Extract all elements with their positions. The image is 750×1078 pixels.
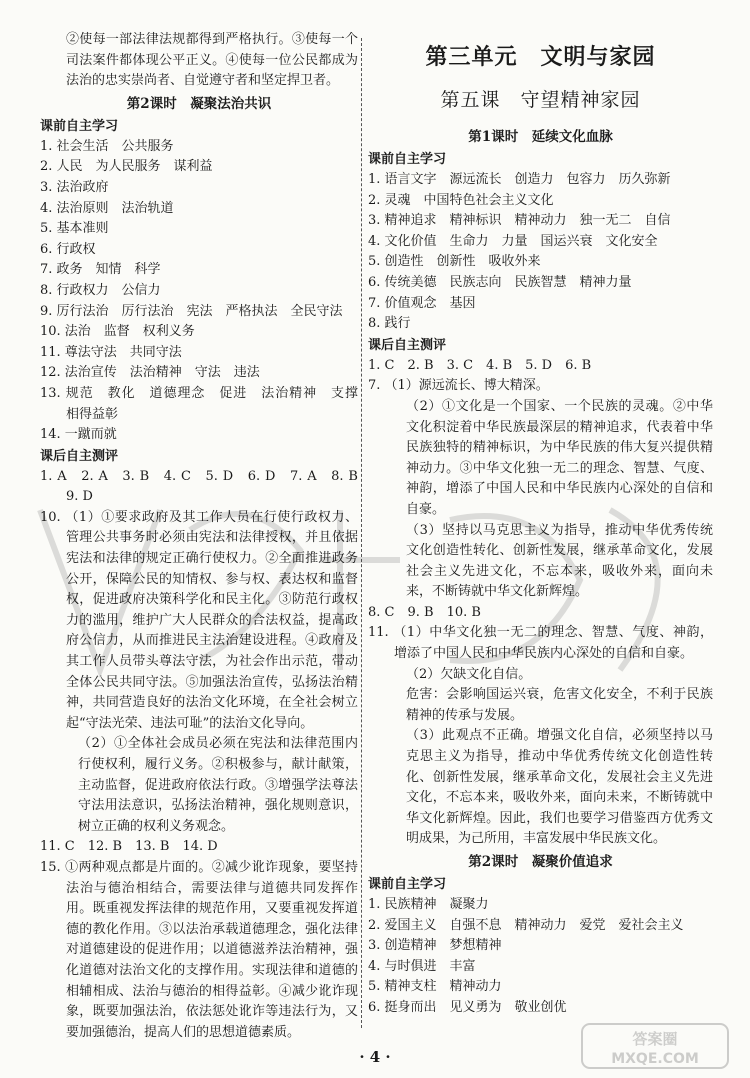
list-item: 7. 价值观念 基因 <box>368 295 476 311</box>
list-item: 4. 法治原则 法治轨道 <box>40 200 174 216</box>
right-mc-answers: 1. C 2. B 3. C 4. B 5. D 6. B <box>368 357 592 373</box>
left-pre-study-title: 课前自主学习 <box>40 118 119 134</box>
list-item: 14. 一蹴而就 <box>40 427 117 443</box>
left-q10-part2: （2）①全体社会成员必须在宪法和法律范围内行使权利，履行义务。②积极参与，献计献策，主动监督，促进政府依法行政。③增强学法尊法守法用法意识，弘扬法治精神，强化规则意识，树立正确的权利义务观念。 <box>78 736 358 834</box>
right-q7-part3: （3）坚持以马克思主义为指导，推动中华优秀传统文化创造性转化、创新性发展，继承革命文化，发展社会主义先进文化，不忘本来，吸收外来，面向未来，不断铸就中华文化新辉煌。 <box>406 522 713 600</box>
left-pre-study-list <box>40 137 372 446</box>
list-item: 13. 规范 教化 道德理念 促进 法治精神 支撑 相得益彰 <box>40 385 372 422</box>
list-item: 8. 践行 <box>368 316 411 332</box>
list-item: 9. 厉行法治 厉行法治 宪法 严格执法 全民守法 <box>40 303 343 319</box>
list-item: 2. 人民 为人民服务 谋利益 <box>40 159 213 175</box>
left-intro-paragraph: ②使每一部法律法规都得到严格执行。③使每一个司法案件都体现公平正义。④使每一位公民都成为法治的忠实崇尚者、自觉遵守者和坚定捍卫者。 <box>66 32 358 89</box>
left-q11-answers: 11. C 12. B 13. B 14. D <box>40 839 218 855</box>
right-q8-answers: 8. C 9. B 10. B <box>368 604 481 620</box>
right-column <box>368 30 713 1019</box>
right-q7-part1: 7. （1）源远流长、博大精深。 <box>368 378 549 394</box>
list-item: 8. 行政权力 公信力 <box>40 282 161 298</box>
unit-title: 第三单元 文明与家园 <box>425 45 656 70</box>
list-item: 6. 行政权 <box>40 241 96 257</box>
right-pre-study2-title: 课前自主学习 <box>368 877 447 892</box>
list-item: 12. 法治宣传 法治精神 守法 违法 <box>40 365 260 381</box>
list-item: 10. 法治 监督 权利义务 <box>40 324 195 340</box>
right-pre-study-title: 课前自主学习 <box>368 152 447 167</box>
list-item: 2. 灵魂 中国特色社会主义文化 <box>368 192 554 208</box>
list-item: 5. 基本准则 <box>40 221 109 237</box>
lesson-title: 第五课 守望精神家园 <box>440 89 641 111</box>
period2-title: 第2课时 凝聚价值追求 <box>468 854 613 870</box>
list-item: 3. 精神追求 精神标识 精神动力 独一无二 自信 <box>368 213 671 229</box>
right-q11-harm: 危害：会影响国运兴衰，危害文化安全，不利于民族精神的传承与发展。 <box>406 687 713 723</box>
list-item: 1. 社会生活 公共服务 <box>40 138 174 154</box>
list-item: 11. 尊法守法 共同守法 <box>40 344 182 360</box>
list-item: 5. 创造性 创新性 吸收外来 <box>368 254 541 270</box>
page-number: · 4 · <box>359 1048 391 1066</box>
list-item: 1. 民族精神 凝聚力 <box>368 897 489 912</box>
list-item: 1. 语言文字 源远流长 创造力 包容力 历久弥新 <box>368 172 671 187</box>
list-item: 4. 文化价值 生命力 力量 国运兴衰 文化安全 <box>368 233 658 249</box>
list-item: 6. 传统美德 民族志向 民族智慧 精神力量 <box>368 274 632 290</box>
watermark-text: MXQE.COM <box>611 1051 699 1067</box>
period1-title: 第1课时 延续文化血脉 <box>468 129 613 145</box>
left-q15-answer: 15. ①两种观点都是片面的。②减少讹诈现象，要坚持法治与德治相结合，需要法律与道德共同发挥作用。既重视发挥法律的规范作用，又要重视发挥道德的教化作用。③以法治承载道德理念，强化法律对道德建设的促进作用；以道德滋养法治精神，强化道德对法治文化的支撑作用。实现法律和道德的相辅相成、法治与德治的相得益彰。④减少讹诈现象，既要加强法治，依法惩处讹诈等违法行为，又要加强德治，提高人们的思想道德素质。 <box>40 859 358 1040</box>
right-q11-part1: 11. （1）中华文化独一无二的理念、智慧、气度、神韵，增添了中国人民和中华民族内心深处的自信和自豪。 <box>368 625 713 662</box>
list-item: 5. 精神支柱 精神动力 <box>368 979 502 995</box>
right-q7-part2: （2）①文化是一个国家、一个民族的灵魂。②中华文化积淀着中华民族最深层的精神追求，代表着中华民族独特的精神标识，为中华民族的伟大复兴提供精神动力。③中华文化独一无二的理念、智慧、气度、神韵，增添了中国人民和中华民族内心深处的自信和自豪。 <box>406 398 713 517</box>
site-logo-watermark-icon <box>580 1022 730 1070</box>
left-lesson-title: 第2课时 凝聚法治共识 <box>126 95 272 112</box>
list-item: 3. 创造精神 梦想精神 <box>368 938 502 954</box>
left-post-test-title: 课后自主测评 <box>40 448 119 464</box>
right-pre-study-list <box>368 170 713 335</box>
right-q11-part3: （3）此观点不正确。增强文化自信，必须坚持以马克思主义为指导，推动中华优秀传统文化创造性转化、创新性发展，继承革命文化，发展社会主义先进文化，不忘本来，吸收外来，面向未来，不断铸就中华文化新辉煌。因此，我们也要学习借鉴西方优秀文明成果，为己所用，丰富发展中华民族文化。 <box>406 728 713 847</box>
watermark-cn-text: 答案圈 <box>632 1030 678 1048</box>
list-item: 7. 政务 知情 科学 <box>40 262 161 278</box>
list-item: 3. 法治政府 <box>40 179 109 195</box>
left-column <box>40 30 372 1043</box>
left-mc-answers: 1. A 2. A 3. B 4. C 5. D 6. D 7. A 8. B 9. D <box>40 468 372 505</box>
right-q11-part2: （2）欠缺文化自信。 <box>406 666 532 682</box>
list-item: 6. 挺身而出 见义勇为 敬业创优 <box>368 999 567 1015</box>
list-item: 2. 爱国主义 自强不息 精神动力 爱党 爱社会主义 <box>368 917 684 933</box>
right-pre-study2-list <box>368 895 713 1019</box>
column-divider <box>361 38 362 1028</box>
right-post-test-title: 课后自主测评 <box>368 337 447 353</box>
list-item: 4. 与时俱进 丰富 <box>368 958 476 974</box>
left-q10-part1: 10. （1）①要求政府及其工作人员在行使行政权力、管理公共事务时必须由宪法和法律授权，并且依据宪法和法律的规定正确行使权力。②全面推进政务公开，保障公民的知情权、参与权、表达权和监督权，促进政府决策科学化和民主化。③防范行政权力的滥用，维护广大人民群众的合法权益，提高政府公信力，从而推进民主法治建设进程。④政府及其工作人员带头尊法守法，为社会作出示范，带动全体公民共同守法。⑤加强法治宣传，弘扬法治精神，共同营造良好的法治文化环境，在全社会树立起“守法光荣、违法可耻”的法治文化导向。 <box>40 509 358 731</box>
